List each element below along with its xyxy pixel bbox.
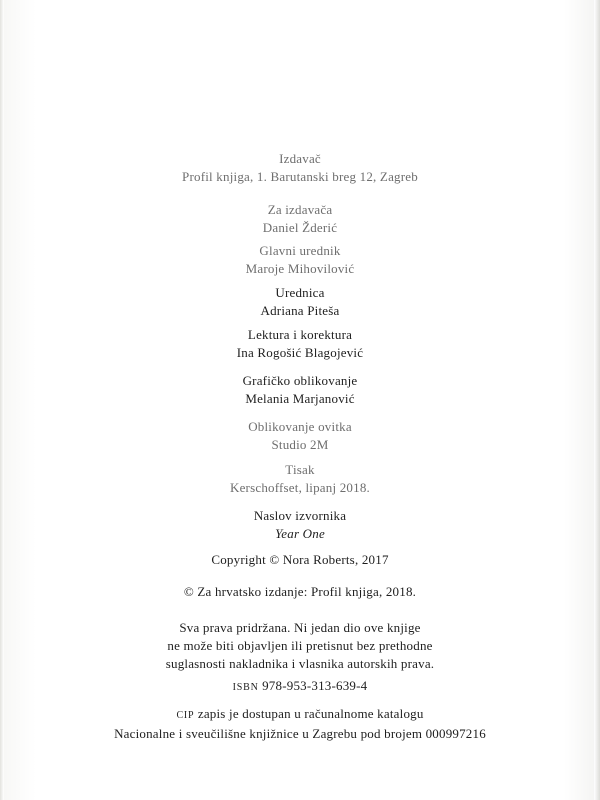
graphic-design-value: Melania Marjanović [245,391,355,406]
cover-design-value: Studio 2M [271,437,329,452]
rights-line-2: ne može biti objavljen ili pretisnut bez prethodne [167,638,433,653]
isbn-value: 978-953-313-639-4 [262,678,368,693]
cip-line-2: Nacionalne i sveučilišne knjižnice u Zagrebu pod brojem 000997216 [114,726,486,741]
editor-label: Urednica [275,285,325,300]
graphic-design-block [0,372,600,408]
cip-label: CIP [176,710,195,721]
rights-block [0,619,600,673]
cip-block [0,705,600,743]
cover-design-block [0,418,600,454]
copyright-croatian: © Za hrvatsko izdanje: Profil knjiga, 2018. [183,584,417,599]
print-label: Tisak [285,462,315,477]
proofreading-block [0,326,600,362]
copyright-original: Copyright © Nora Roberts, 2017 [211,552,389,567]
for-publisher-value: Daniel Žderić [262,220,338,235]
cip-line-1 [0,705,600,725]
publisher-label: Izdavač [279,151,321,166]
editor-value: Adriana Piteša [260,303,340,318]
proofreading-value: Ina Rogošić Blagojević [236,345,364,360]
rights-line-1: Sva prava pridržana. Ni jedan dio ove knjige [179,620,421,635]
isbn-line [0,677,600,697]
original-title-value: Year One [275,526,325,541]
editor-in-chief-value: Maroje Mihovilović [245,261,355,276]
original-title-block [0,507,600,543]
isbn-block [0,677,600,697]
proofreading-label: Lektura i korektura [247,327,353,342]
original-title-label: Naslov izvornika [253,508,347,523]
rights-line-3: suglasnosti nakladnika i vlasnika autorskih prava. [165,656,435,671]
editor-in-chief-block [0,242,600,278]
publisher-block [0,150,600,186]
graphic-design-label: Grafičko oblikovanje [242,373,358,388]
print-value: Kerschoffset, lipanj 2018. [230,480,370,495]
for-publisher-label: Za izdavača [267,202,333,217]
copyright-original-block [0,551,600,569]
isbn-label: ISBN [232,682,259,693]
publisher-value: Profil knjiga, 1. Barutanski breg 12, Zagreb [182,169,418,184]
editor-block [0,284,600,320]
for-publisher-block [0,201,600,237]
copyright-croatian-block [0,583,600,601]
print-block [0,461,600,497]
editor-in-chief-label: Glavni urednik [259,243,341,258]
cip-line-1-text: zapis je dostupan u računalnome katalogu [197,706,424,721]
cover-design-label: Oblikovanje ovitka [248,419,352,434]
